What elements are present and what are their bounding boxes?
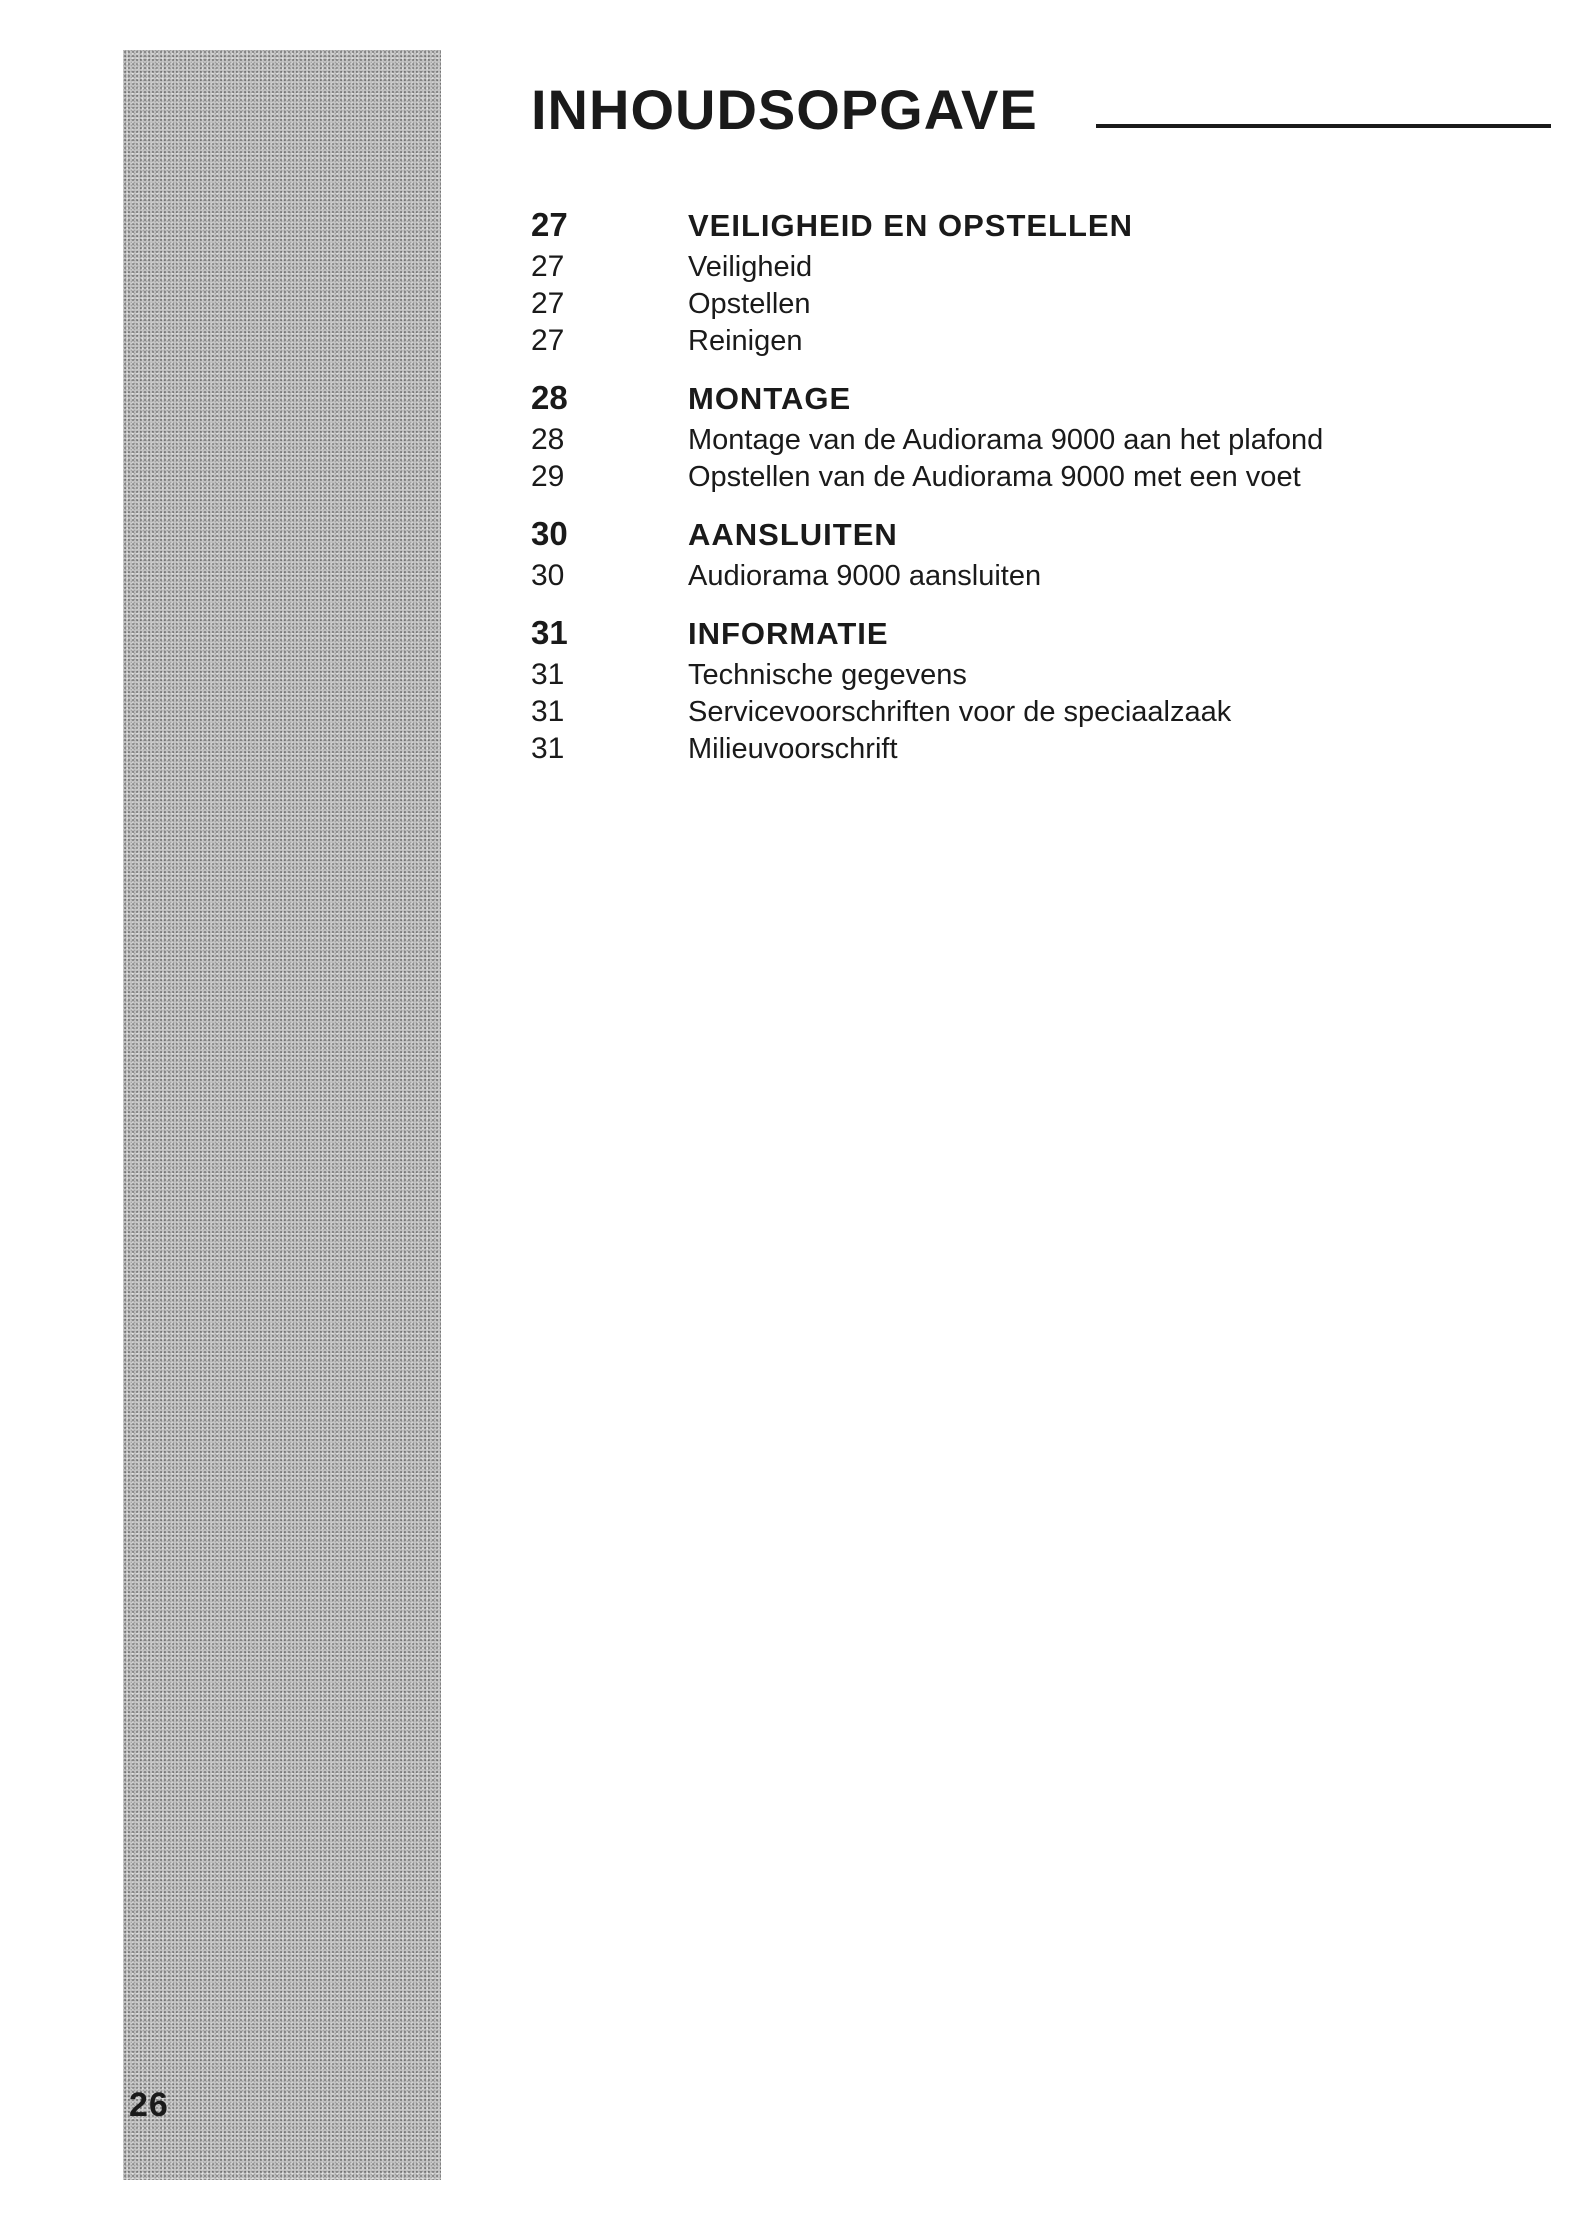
toc-item-title: Milieuvoorschrift xyxy=(688,733,898,765)
toc-item-page: 27 xyxy=(531,287,565,320)
toc-item-title: Servicevoorschriften voor de speciaalzaak xyxy=(688,696,1232,728)
toc-item[interactable] xyxy=(531,248,1531,285)
toc-heading-row[interactable] xyxy=(531,515,1531,557)
title-row xyxy=(531,80,1551,140)
toc-heading-page: 31 xyxy=(531,614,568,651)
toc-item[interactable] xyxy=(531,285,1531,322)
toc-item[interactable] xyxy=(531,322,1531,359)
toc-heading-title: INFORMATIE xyxy=(688,616,889,651)
toc-item-title: Veiligheid xyxy=(688,251,813,283)
halftone-sidebar xyxy=(123,50,441,2180)
table-of-contents xyxy=(531,206,1531,787)
toc-item-page: 27 xyxy=(531,324,565,357)
toc-section-aansluiten xyxy=(531,515,1531,594)
toc-item-page: 28 xyxy=(531,423,565,456)
toc-heading-title: MONTAGE xyxy=(688,381,852,416)
toc-heading-page: 30 xyxy=(531,515,568,552)
toc-heading-row[interactable] xyxy=(531,614,1531,656)
toc-item[interactable] xyxy=(531,693,1531,730)
toc-item-title: Audiorama 9000 aansluiten xyxy=(688,560,1042,592)
toc-section-montage xyxy=(531,379,1531,495)
toc-item[interactable] xyxy=(531,656,1531,693)
toc-item[interactable] xyxy=(531,458,1531,495)
toc-item-title: Reinigen xyxy=(688,325,803,357)
page-title: INHOUDSOPGAVE xyxy=(531,78,1038,141)
toc-section-veiligheid xyxy=(531,206,1531,359)
toc-item-title: Montage van de Audiorama 9000 aan het plafond xyxy=(688,424,1324,456)
toc-item[interactable] xyxy=(531,557,1531,594)
toc-item-page: 31 xyxy=(531,695,565,728)
title-rule xyxy=(1096,124,1551,128)
toc-section-informatie xyxy=(531,614,1531,767)
page-number: 26 xyxy=(129,2086,169,2124)
toc-heading-page: 28 xyxy=(531,379,568,416)
toc-heading-page: 27 xyxy=(531,206,568,243)
toc-heading-title: VEILIGHEID EN OPSTELLEN xyxy=(688,208,1133,243)
toc-item-title: Opstellen xyxy=(688,288,811,320)
toc-item-page: 31 xyxy=(531,658,565,691)
toc-heading-row[interactable] xyxy=(531,379,1531,421)
toc-item[interactable] xyxy=(531,421,1531,458)
toc-heading-row[interactable] xyxy=(531,206,1531,248)
toc-item-page: 30 xyxy=(531,559,565,592)
toc-item[interactable] xyxy=(531,730,1531,767)
toc-item-title: Opstellen van de Audiorama 9000 met een voet xyxy=(688,461,1301,493)
toc-item-page: 29 xyxy=(531,460,565,493)
toc-item-title: Technische gegevens xyxy=(688,659,967,691)
toc-item-page: 31 xyxy=(531,732,565,765)
toc-heading-title: AANSLUITEN xyxy=(688,517,898,552)
toc-item-page: 27 xyxy=(531,250,565,283)
